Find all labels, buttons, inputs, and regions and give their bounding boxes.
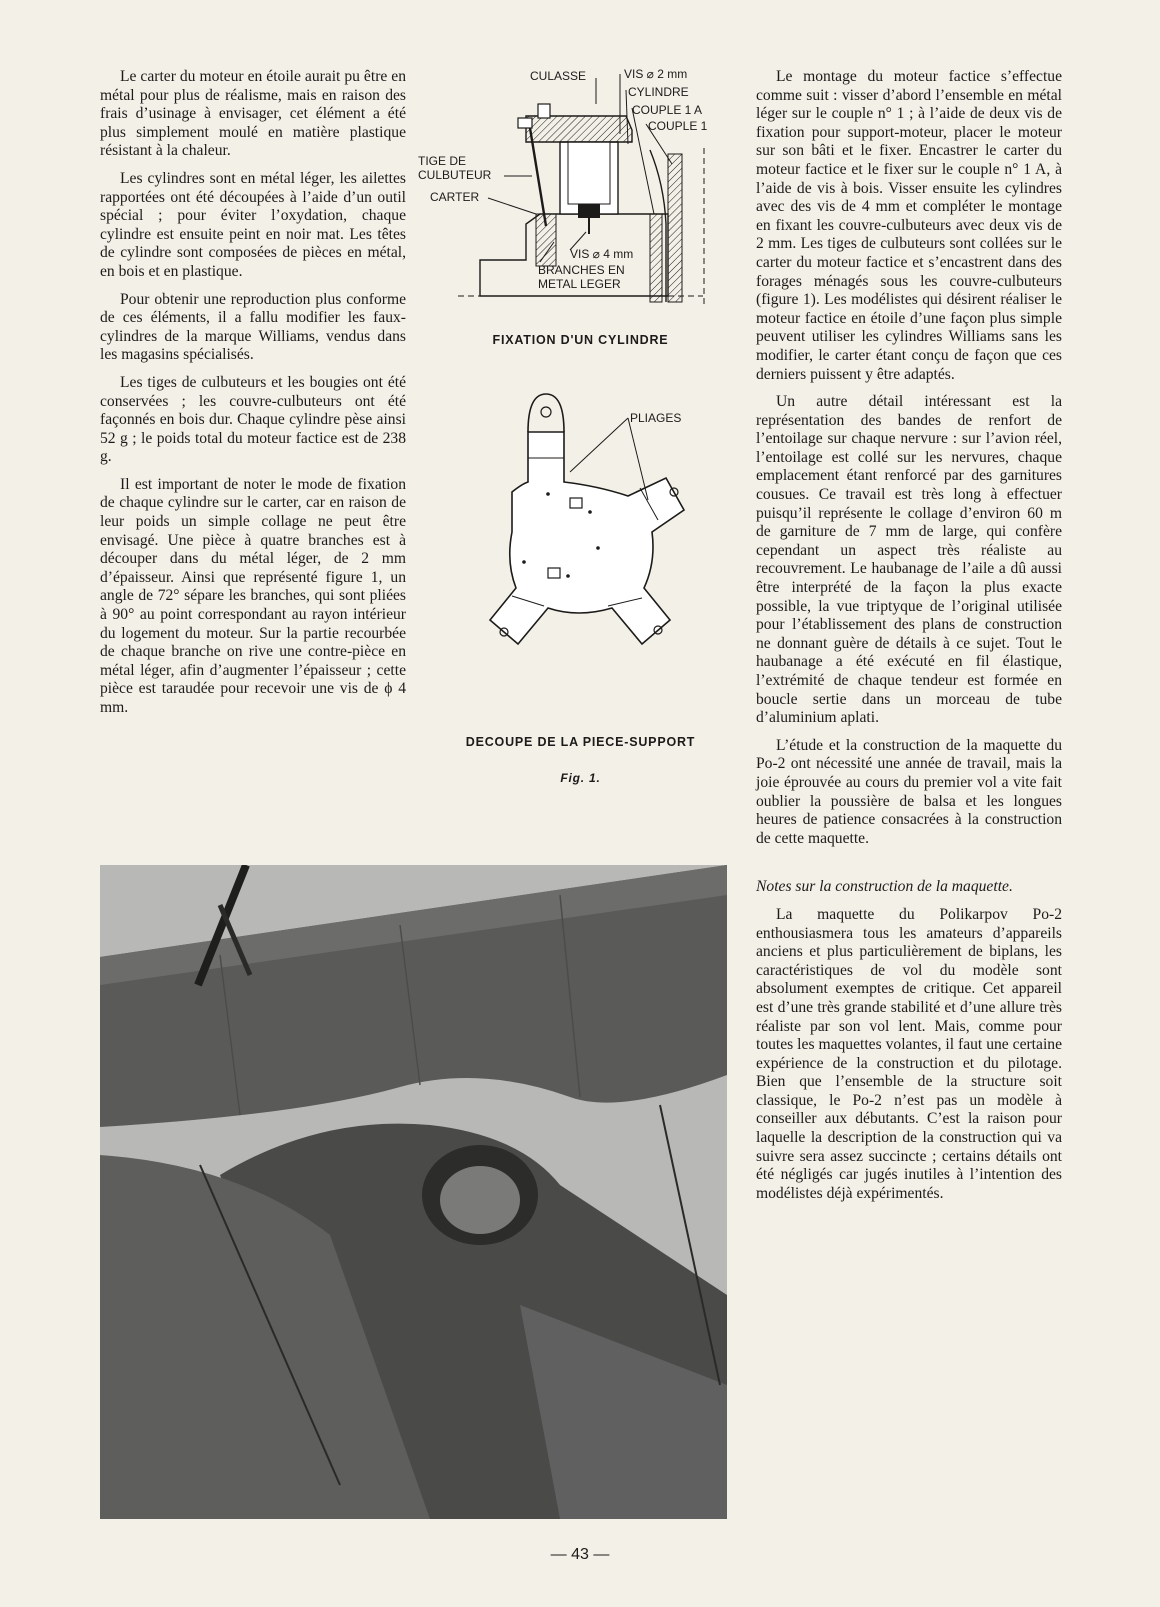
label-culasse: CULASSE [530,69,587,83]
paragraph: Un autre détail intéressant est la représentation des bandes de renfort de l’entoilage sur chaque nervure : sur l’avion réel, l’entoilage est collé sur les nervures, chaque emplacement étant renforcé par des garnitures cousues. Ce travail est très long à effectuer puisqu’il représente le collage d’environ 60 m de garniture de 7 mm de large, qui confère cependant un aspect très réaliste au recouvrement. Le haubanage de l’aile a dû aussi être interprété de la façon la plus exacte possible, la vue triptyque de l’original utilisée pour l’établissement des plans de construction ne donnant guère de détails à ce sujet. Tout le haubanage a été exécuté en fil élastique, l’extrémité de chaque tendeur est formée en boucle sertie dans un morceau de tube d’aluminium aplati. [756,393,1062,727]
paragraph: Le montage du moteur factice s’effectue comme suit : visser d’abord l’ensemble en métal léger sur le couple n° 1 ; à l’aide de deux vis de fixation pour support-moteur, placer le moteur sur son bâti et le fixer. Encastrer le carter du moteur factice et le fixer sur le couple n° 1 A, à l’aide de vis à bois. Visser ensuite les cylindres avec des vis de 4 mm et compléter le montage en fixant les couvre-culbuteurs avec deux vis de 2 mm. Les tiges de culbuteurs sont collées sur le carter du moteur factice et s’encastrent dans des forages ménagés sous les couvre-culbuteurs (figure 1). Les modélistes qui désirent réaliser le moteur factice en étoile d’une façon plus simple peuvent utiliser les cylindres Williams sans les modifier, le carter étant conçu de façon que ces derniers puissent y être adaptés. [756,68,1062,383]
paragraph: Pour obtenir une reproduction plus conforme de ces éléments, il a fallu modifier les faux-cylindres de la marque Williams, vendus dans les magasins spécialisés. [100,290,406,364]
biplane-illustration [100,865,727,1519]
left-column [100,68,406,727]
support-piece-caption: DECOUPE DE LA PIECE-SUPPORT [465,735,696,749]
label-pliages: PLIAGES [630,411,682,425]
biplane-photo [100,865,727,1519]
figure-number: Fig. 1. [560,771,601,785]
label-vis-2mm: VIS ⌀ 2 mm [624,67,688,81]
label-carter: CARTER [430,190,480,204]
label-couple-1: COUPLE 1 [648,119,708,133]
right-column [756,68,1062,1212]
paragraph: La maquette du Polikarpov Po-2 enthousiasmera tous les amateurs d’appareils anciens et plus particulièrement de biplans, les caractéristiques de vol du modèle sont absolument exemptes de critique. Cet appareil est d’une très grande stabilité et d’une allure très réaliste par son vol lent. Mais, comme pour toutes les maquettes volantes, il faut une certaine expérience de la construction et du pilotage. Bien que l’ensemble de la structure soit classique, le Po-2 n’est pas un modèle à conseiller aux débutants. C’est la raison pour laquelle la description de la construction qui va suivre sera assez succincte ; certains détails ont été négligés car jugés inutiles à l’intention des modélistes déjà expérimentés. [756,905,1062,1202]
label-couple-1a: COUPLE 1 A [632,103,703,117]
cylinder-fixation-diagram [418,64,743,314]
paragraph: L’étude et la construction de la maquette du Po-2 ont nécessité une année de travail, mais la joie éprouvée au cours du premier vol a vite fait oublier la poussière de balsa et les longues heures de patience consacrées à la construction de cette maquette. [756,736,1062,847]
label-cylindre: CYLINDRE [628,85,689,99]
label-tige: TIGE DE [418,154,467,168]
label-vis-4mm: VIS ⌀ 4 mm [570,247,634,261]
paragraph: Le carter du moteur en étoile aurait pu être en métal pour plus de réalisme, mais en raison des frais d’usinage à envisager, cet élément a été plus simplement moulé en matière plastique résistant à la chaleur. [100,68,406,160]
paragraph: Les tiges de culbuteurs et les bougies ont été conservées ; les couvre-culbuteurs ont été façonnés en bois dur. Chaque cylindre pèse ainsi 52 g ; le poids total du moteur factice est de 238 g. [100,373,406,466]
paragraph: Les cylindres sont en métal léger, les ailettes rapportées ont été découpées à l’aide d’un outil spécial ; pour éviter l’oxydation, chaque cylindre est ensuite peint en noir mat. Les têtes de cylindre sont composées de pièces en métal, en bois et en plastique. [100,169,406,280]
section-title: Notes sur la construction de la maquette. [756,878,1013,896]
label-culbuteur: CULBUTEUR [418,168,492,182]
label-branches: BRANCHES EN [538,263,625,277]
paragraph: Il est important de noter le mode de fixation de chaque cylindre sur le carter, car en raison de leur poids un simple collage ne peut être envisagé. Une pièce à quatre branches est à découper dans du métal léger, de 2 mm d’épaisseur. Ainsi que représenté figure 1, un angle de 72° sépare les branches, qui sont pliées à 90° au point correspondant au rayon intérieur du logement du moteur. Sur la partie recourbée de chaque branche on rive une contre-pièce en métal léger, afin d’augmenter l’épaisseur ; cette pièce est taraudée pour recevoir une vis de ϕ 4 mm. [100,475,406,716]
page-number: — 43 — [550,1546,610,1563]
support-piece-diagram [448,392,738,674]
label-metal-leger: METAL LEGER [538,277,621,291]
cylinder-fixation-caption: FIXATION D'UN CYLINDRE [492,333,669,347]
